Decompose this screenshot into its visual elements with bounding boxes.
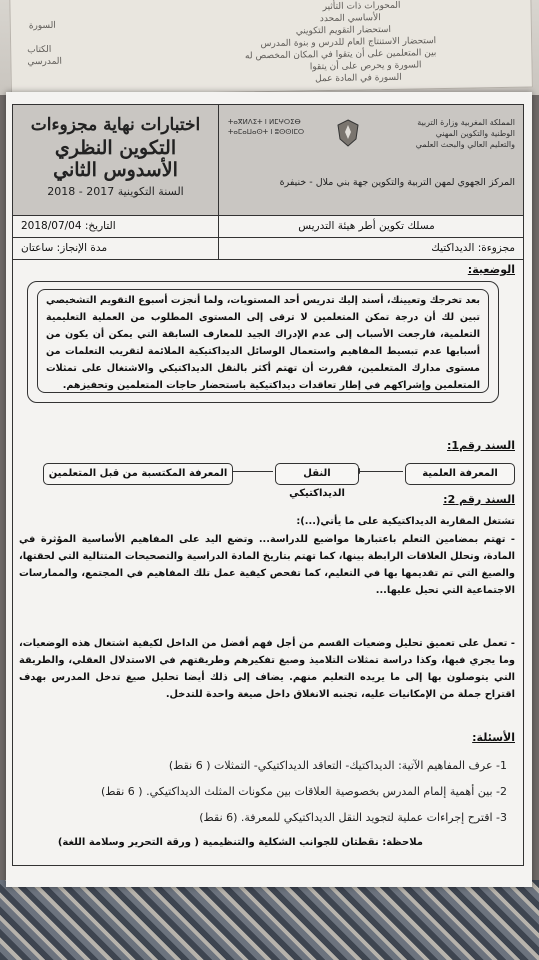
exam-header — [13, 105, 523, 216]
title-line-1: اختبارات نهاية مجزوءات — [30, 115, 201, 135]
document-2-heading: السند رقم 2: — [443, 493, 515, 506]
training-track: مسلك تكوين أطر هيئة التدريس — [298, 220, 435, 232]
question-1: 1- عرف المفاهيم الآتية: الديداكتيك- التعاقد الديداكتيكي- التمثلات ( 6 نقط) — [168, 759, 507, 772]
exam-body — [13, 261, 523, 861]
document-2-paragraph-1: - تهتم بمضامين التعلم باعتبارها مواضيع للدراسة... وتضع اليد على المفاهيم الأساسية المؤثرة في المادة، وتحلل العلاقات الرابطة بينها، كما تهتم بتاريخ المادة الدراسية والتصحيحات المتتالية التي لحقتها، والصيغ التي تم تقديمها بها في التعليم، كما تفحص كيفية عمل تلك المفاهيم في المجتمع، والممارسات الاجتماعية التي تحيل عليها... — [19, 534, 515, 596]
ghost-line-4: استحضار الاستنتاج العام للدرس و بنوة المدرس — [260, 36, 437, 50]
fabric-background — [0, 880, 539, 960]
arrow-icon — [231, 471, 273, 472]
ministry-name: المملكة المغربية وزارة التربية الوطنية والتكوين المهني والتعليم العالي والبحث العلمي — [415, 118, 515, 149]
didactic-transposition-box: النقل الديداكتيكي — [275, 463, 359, 485]
ghost-line-1: المحورات ذات التأثير — [322, 0, 401, 13]
exam-duration: مدة الإنجاز: ساعتان — [21, 242, 108, 254]
exam-frame — [12, 104, 524, 866]
row-divider — [218, 237, 219, 259]
underlying-sheet — [9, 0, 533, 97]
tifinagh-text: ⵜⴰⴳⵍⴷⵉⵜ ⵏ ⵍⵎⵖⵔⵉⴱ ⵜⴰⵎⴰⵡⴰⵙⵜ ⵏ ⵓⵙⵙⵏⵎⵔ — [228, 118, 305, 136]
ghost-line-6: السورة و يحرص على أن يتقوا — [309, 60, 422, 73]
question-2: 2- بين أهمية إلمام المدرس بخصوصية العلاقات بين مكونات المثلث الديداكتيكي. ( 6 نقط) — [100, 785, 507, 798]
situation-text: بعد تخرجك وتعيينك، أسند إليك تدريس أحد المستويات، ولما أنجزت أسبوع التقويم التشخيصي تبين لك أن درجة تمكن المتعلمين لا ترقى إلى المستوى المطلوب من العملية التعليمية التعلمية، فارجعت الأسباب إلى عدم الإدراك الجيد للمعارف السابقة التي يمكن أن يكون من أسبابها عدم تبسيط المفاهيم واستعمال الوسائل الديداكتيكية الملائمة لتقريب التعلمات من مستوى مدارك المتعلمين، فقررت أن تهتم أكثر بالنقل الديداكتيكي والاشتغال على تمثلات المتعلمين وإشراكهم في إطار تعاقدات ديداكتيكية باستحضار حاجات المتعلمين وتحفيزهم. — [37, 289, 489, 393]
acquired-knowledge-box: المعرفة المكتسبة من قبل المتعلمين — [43, 463, 233, 485]
document-2-intro: تشتغل المقاربة الديداكتيكية على ما يأتي(...): — [296, 516, 515, 527]
institution-block — [218, 105, 523, 215]
ghost-line-5: بين المتعلمين على أن يتقوا في المكان المخصص له — [244, 48, 437, 62]
exam-date: التاريخ: 2018/07/04 — [21, 220, 116, 232]
exam-paper — [6, 92, 532, 887]
ghost-line-3: استحضار التقويم التكويني — [295, 24, 391, 37]
situation-heading: الوضعية: — [467, 263, 515, 276]
regional-center-name: المركز الجهوي لمهن التربية والتكوين جهة بني ملال - خنيفرة — [279, 177, 515, 188]
document-2-paragraph-2: - تعمل على تعميق تحليل وضعيات القسم من أجل فهم أفضل من الداخل لكيفية اشتغال هذه الوضعيات، وما يجري فيها، وكذا دراسة تمثلات التلاميذ وصيغ تفكيرهم وطريقتهم في الاستدلال العقلي، والطريقة التي يتوصلون بها إلى ما يريده التعليم منهم. يضاف إلى ذلك أيضا تحليل صيغ تدخل المدرس بهدف اقتراح جملة من الإمكانيات عليه، تجنبه الانغلاق داخل صيغة واحدة للتدخل. — [19, 638, 515, 700]
ghost-side-2: الكتاب — [27, 44, 52, 56]
title-line-3: الأسدوس الثاني — [53, 159, 178, 181]
question-3: 3- اقترح إجراءات عملية لتجويد النقل الديداكتيكي للمعرفة. (6 نقط) — [199, 811, 507, 824]
grading-note: ملاحظة: نقطتان للجوانب الشكلية والتنظيمية ( ورقة التحرير وسلامة اللغة) — [57, 837, 423, 848]
questions-heading: الأسئلة: — [472, 731, 515, 744]
school-year: السنة التكوينية 2017 - 2018 — [47, 185, 184, 198]
arrow-icon — [358, 471, 403, 472]
exam-title-block — [13, 105, 219, 215]
ghost-side-1: السورة — [28, 20, 56, 32]
crest-icon — [336, 119, 360, 147]
document-1-heading: السند رقم1: — [447, 439, 515, 452]
title-line-2: التكوين النظري — [54, 137, 177, 159]
info-row-1 — [13, 215, 523, 238]
scientific-knowledge-box: المعرفة العلمية — [405, 463, 515, 485]
ghost-line-2: الأساسي المحدد — [319, 13, 381, 25]
ghost-side-3: المدرسي — [27, 56, 63, 68]
info-row-2 — [13, 237, 523, 260]
ghost-line-7: السورة في المادة عمل — [315, 72, 402, 85]
module-name: مجزوءة: الديداكتيك — [431, 242, 515, 254]
